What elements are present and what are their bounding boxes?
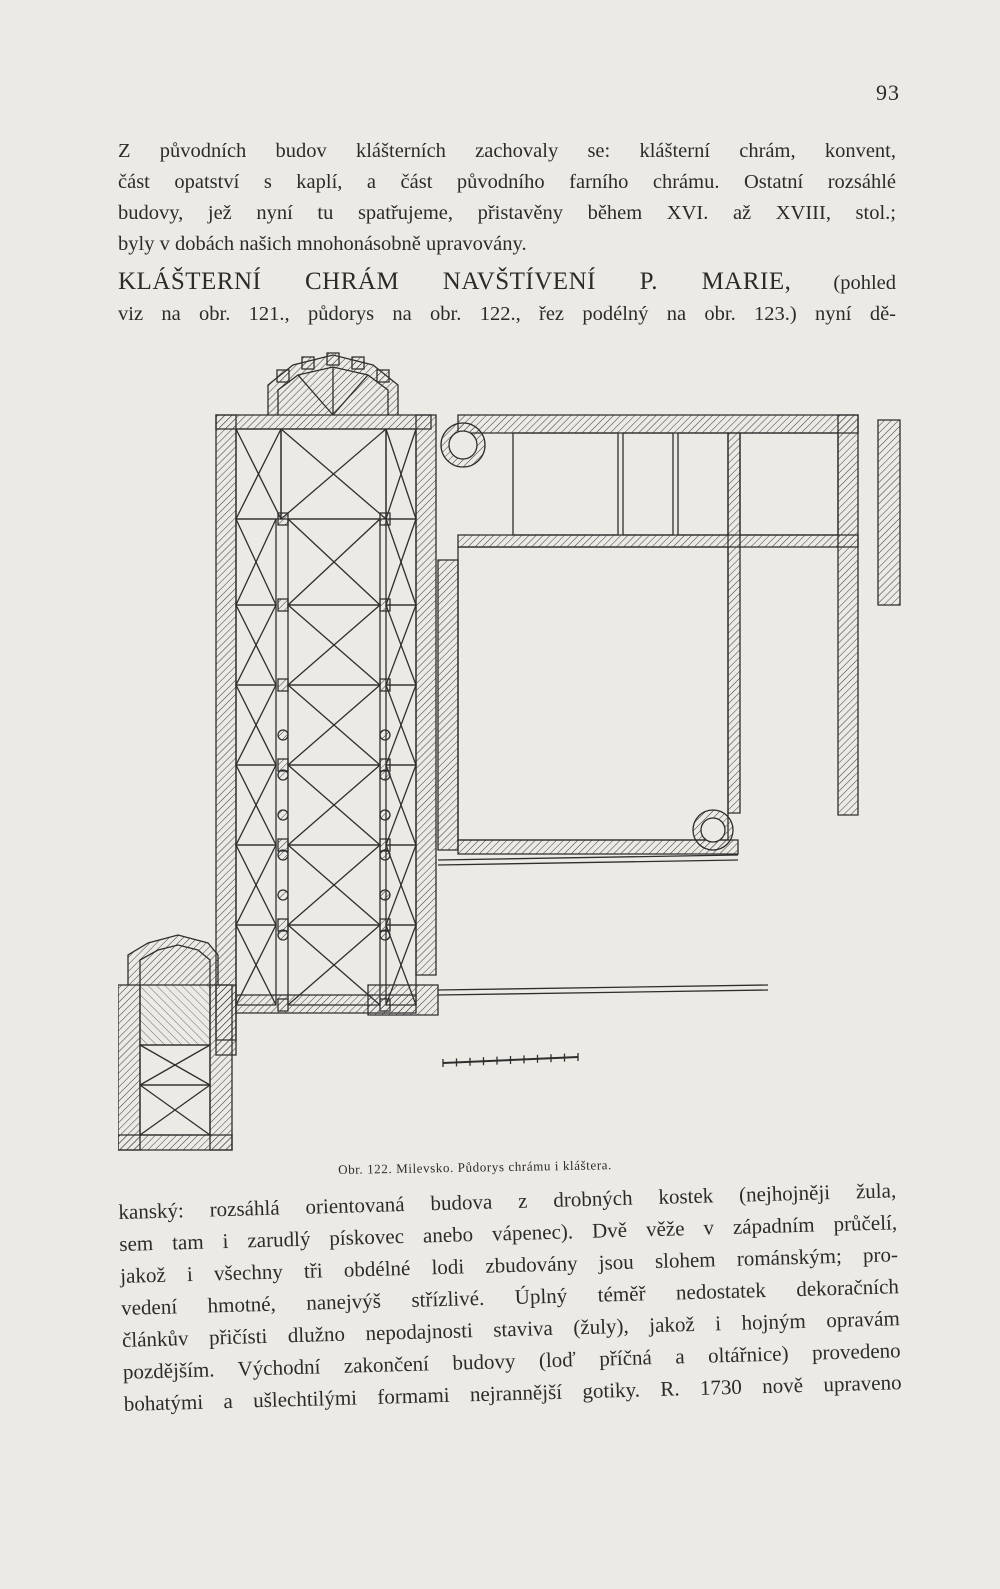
round-pier [380,890,390,900]
nave-pier [278,599,288,611]
nave-pier [380,513,390,525]
passage-line [438,860,738,865]
nave-pier [380,759,390,771]
nave-pier [278,839,288,851]
nave-pier [278,919,288,931]
round-pier [380,810,390,820]
round-pier [278,930,288,940]
floor-plan-drawing [118,345,918,1170]
round-pier [380,850,390,860]
text-line: byly v dobách našich mnohonásobně upravovány. [118,233,527,255]
round-pier [380,730,390,740]
text-line [118,266,896,299]
wall-segment [216,415,431,429]
page-number: 93 [876,80,900,105]
nave-pier [380,599,390,611]
text-line: pozdějším. Východní zakončení budovy (loď příčná a oltářnice) provedeno [122,1338,901,1384]
passage-line [438,855,738,860]
nave-pier [278,759,288,771]
text-line: vedení hmotné, nanejvýš střízlivé. Úplný téměř nedostatek dekoračních [120,1274,900,1320]
round-pier [278,850,288,860]
wall-segment [458,415,858,433]
text-line: kanský: rozsáhlá orientovaná budova z drobných kostek (nejhojněji žula, [118,1178,897,1224]
room [623,433,673,535]
wall-segment [118,1135,232,1150]
round-pier [380,770,390,780]
wall-segment [438,560,458,850]
text-line: část opatství s kaplí, a část původního farního chrámu. Ostatní rozsáhlé [118,171,896,193]
apse-buttress [377,370,389,382]
text-line: článkův přičísti dlužno nepodajnosti staviva (žuly), jakož i hojným opravám [121,1306,901,1352]
apse-buttress [327,353,339,365]
room [513,433,618,535]
nave-pier [380,919,390,931]
apse-buttress [277,370,289,382]
nave-pier [278,679,288,691]
round-pier [278,770,288,780]
wall-segment [458,840,738,854]
passage-line [438,985,768,990]
text-line: viz na obr. 121., půdorys na obr. 122., řez podélný na obr. 123.) nyní dě- [118,303,896,325]
text-line: budovy, jež nyní tu spatřujeme, přistavěny během XVI. až XVIII, stol.; [118,202,896,224]
nave-pier [278,513,288,525]
wall-segment [878,420,900,605]
cloister-courtyard [458,547,728,840]
room [740,433,838,535]
heading-remainder: (pohled [791,272,896,294]
figure-caption: Obr. 122. Milevsko. Půdorys chrámu i kláštera. [338,1157,613,1177]
stair-block [140,985,210,1045]
wall-segment [216,415,236,1055]
stair-tower-core [449,431,477,459]
round-pier [278,730,288,740]
round-pier [278,890,288,900]
text-line: Z původních budov klášterních zachovaly se: klášterní chrám, konvent, [118,140,896,162]
church-heading: KLÁŠTERNÍ CHRÁM NAVŠTÍVENÍ P. MARIE, [118,268,792,295]
wall-segment [416,415,436,975]
nave-pier [380,679,390,691]
text-line: sem tam i zarudlý pískovec anebo vápenec). Dvě věže v západním průčelí, [119,1210,898,1256]
corner-tower-core [701,818,725,842]
nave-pier [380,839,390,851]
text-line: bohatými a ušlechtilými formami nejrannější gotiky. R. 1730 nově upraveno [123,1370,902,1416]
room [678,433,728,535]
apse-buttress [352,357,364,369]
passage-line [438,990,768,995]
paragraph-description [118,1174,902,1420]
chapel-apse [128,935,218,985]
paragraph-intro [118,136,896,260]
paragraph-church-heading [118,266,896,330]
wall-segment [210,985,232,1150]
wall-segment [728,433,740,813]
round-pier [380,930,390,940]
floor-plan-figure [118,345,918,1170]
wall-segment [118,985,140,1150]
text-line: jakož i všechny tři obdélné lodi zbudovány jsou slohem románským; pro- [119,1242,899,1288]
round-pier [278,810,288,820]
wall-segment [838,415,858,815]
apse-buttress [302,357,314,369]
wall-segment [458,535,858,547]
wall-segment [368,985,438,1015]
